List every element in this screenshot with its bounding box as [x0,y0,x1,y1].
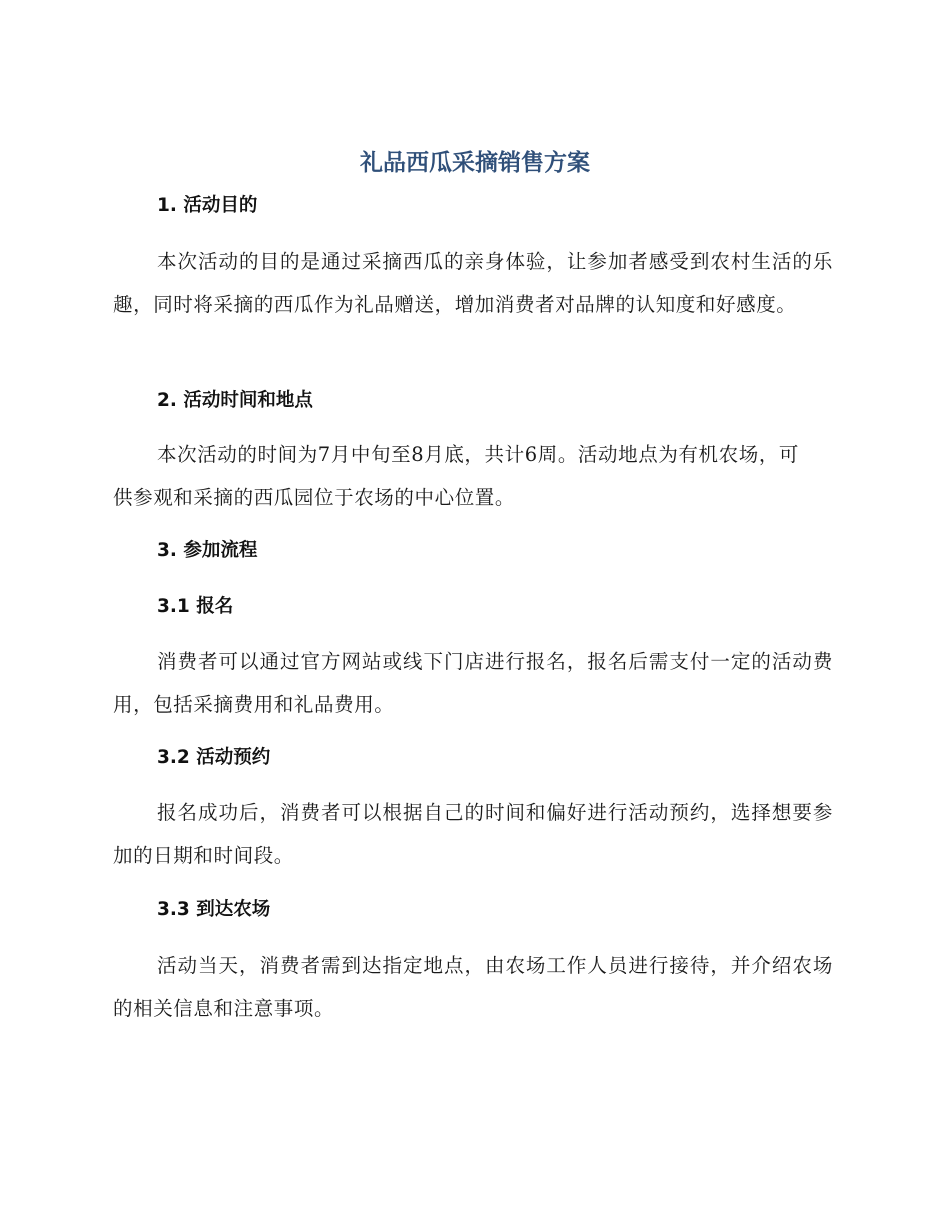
section-heading-purpose: 1. 活动目的 [157,195,258,216]
section-paragraph-purpose: 本次活动的目的是通过采摘西瓜的亲身体验，让参加者感受到农村生活的乐趣，同时将采摘的西瓜作为礼品赠送，增加消费者对品牌的认知度和好感度。 [113,250,833,316]
document-title: 礼品西瓜采摘销售方案 [360,150,590,176]
section-heading-time-location: 2. 活动时间和地点 [157,390,313,411]
section-heading-arrival: 3.3 到达农场 [157,899,271,920]
section-paragraph-arrival: 活动当天，消费者需到达指定地点，由农场工作人员进行接待，并介绍农场的相关信息和注意事项。 [113,954,833,1020]
section-paragraph-time-location: 本次活动的时间为7月中旬至8月底，共计6周。活动地点为有机农场，可供参观和采摘的西瓜园位于农场的中心位置。 [113,443,800,509]
section-heading-reservation: 3.2 活动预约 [157,747,271,768]
section-paragraph-reservation: 报名成功后，消费者可以根据自己的时间和偏好进行活动预约，选择想要参加的日期和时间段。 [113,801,833,867]
section-heading-registration: 3.1 报名 [157,596,234,617]
section-heading-process: 3. 参加流程 [157,540,258,561]
section-paragraph-registration: 消费者可以通过官方网站或线下门店进行报名，报名后需支付一定的活动费用，包括采摘费用和礼品费用。 [113,650,833,716]
